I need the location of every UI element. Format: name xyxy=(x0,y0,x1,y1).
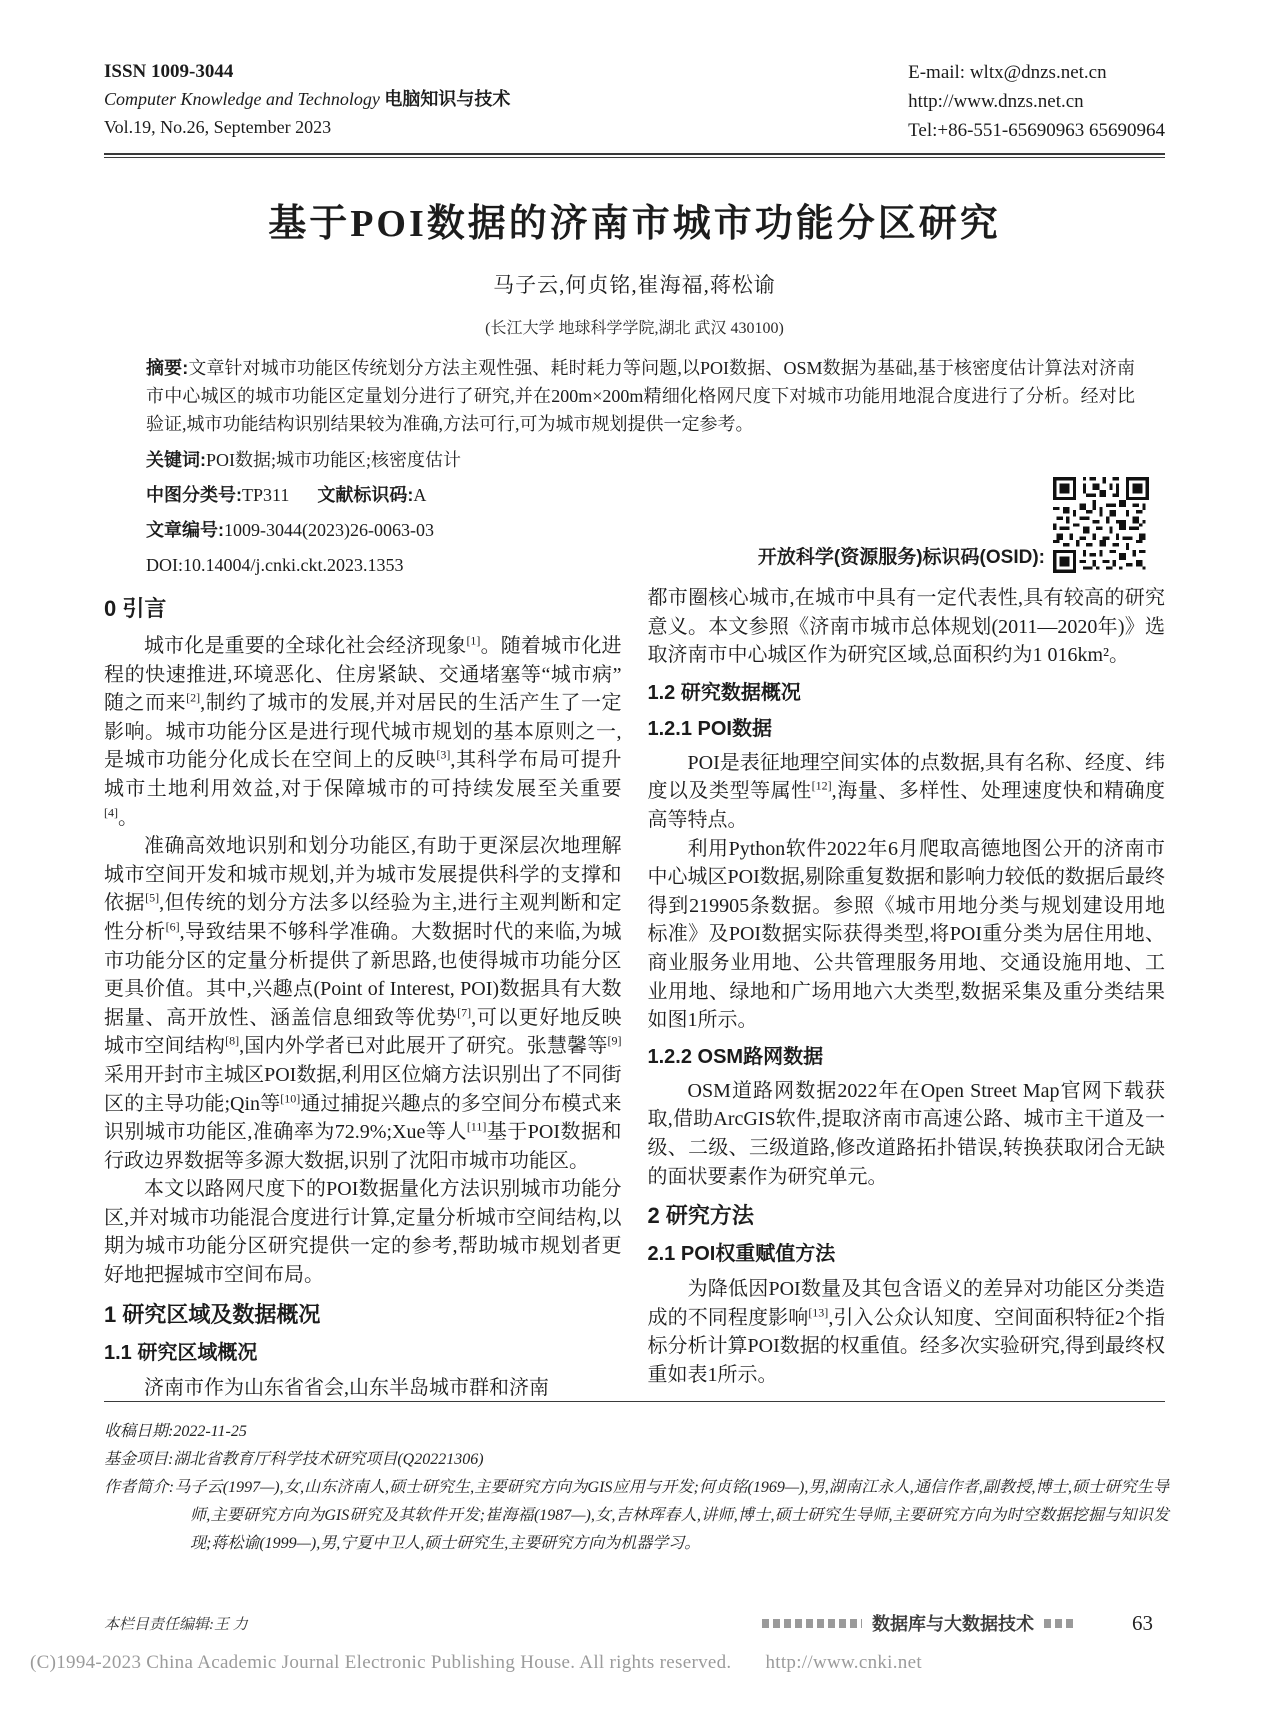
area-paragraph-continued: 都市圈核心城市,在城市中具有一定代表性,具有较高的研究意义。本文参照《济南市城市总体规划(2011—2020年)》选取济南市中心城区作为研究区域,总面积约为1 016km²。 xyxy=(647,587,1165,667)
copyright-url: http://www.cnki.net xyxy=(765,1652,922,1673)
received-date-line xyxy=(104,1418,1169,1446)
body-columns xyxy=(0,578,1269,1404)
osm-paragraph: OSM道路网数据2022年在Open Street Map官网下载获取,借助ArcGIS软件,提取济南市高速公路、城市主干道及一级、二级、三级道路,修改道路拓扑错误,转换获取闭合无缺的面状要素作为研究单元。 xyxy=(647,1079,1165,1188)
meta-section xyxy=(0,338,1269,578)
journal-name-en: Computer Knowledge and Technology xyxy=(104,89,385,109)
article-no-value: 1009-3044(2023)26-0063-03 xyxy=(224,520,434,540)
clc-line xyxy=(146,482,434,508)
poi-paragraph-2: 利用Python软件2022年6月爬取高德地图公开的济南市中心城区POI数据,剔除重复数据和影响力较低的数据后最终得到219905条数据。参照《城市用地分类与规划建设用地标准》及POI数据实际获得类型,将POI重分类为居住用地、商业服务业用地、公共管理服务用地、交通设施用地、工业用地、绿地和广场用地六大类型,数据采集及重分类结果如图1所示。 xyxy=(647,837,1165,1032)
heading-2-1-poi-weight: 2.1 POI权重赋值方法 xyxy=(647,1243,836,1266)
intro-paragraph-1: 城市化是重要的全球化社会经济现象[1]。随着城市化进程的快速推进,环境恶化、住房紧缺、交通堵塞等“城市病”随之而来[2],制约了城市的发展,并对居民的生活产生了一定影响。城市功能分区是进行现代城市规划的基本原则之一,是城市功能分化成长在空间上的反映[3],其科学布局可提升城市土地利用效益,对于保障城市的可持续发展至关重要[4]。 xyxy=(104,633,622,829)
heading-1-study-area: 1 研究区域及数据概况 xyxy=(104,1301,321,1327)
doc-code-label: 文献标识码: xyxy=(317,485,414,505)
author-bio-value: 马子云(1997—),女,山东济南人,硕士研究生,主要研究方向为GIS应用与开发;何贞铭(1969—),男,湖南江永人,通信作者,副教授,博士,硕士研究生导师,主要研究方向为GIS研究及其软件开发;崔海福(1987—),女,吉林珲春人,讲师,博士,硕士研究生导师,主要研究方向为时空数据挖掘与知识发现;蒋松谕(1999—),男,宁夏中卫人,硕士研究生,主要研究方向为机器学习。 xyxy=(174,1479,1169,1552)
journal-header-right xyxy=(908,58,1165,145)
received-date-label: 收稿日期: xyxy=(104,1423,174,1440)
heading-1-2-1-poi-data: 1.2.1 POI数据 xyxy=(647,717,772,740)
left-column xyxy=(104,584,622,1404)
page-number: 63 xyxy=(1132,1610,1153,1635)
dash-bar-icon xyxy=(762,1619,862,1628)
journal-name-cn: 电脑知识与技术 xyxy=(384,89,511,109)
copyright-text: (C)1994-2023 China Academic Journal Electronic Publishing House. All rights reserved. xyxy=(30,1652,732,1673)
doi-line: DOI:10.14004/j.cnki.ckt.2023.1353 xyxy=(146,555,404,575)
heading-1-2-data-overview: 1.2 研究数据概况 xyxy=(647,681,801,704)
bottom-bar xyxy=(104,1608,1169,1638)
abstract-label: 摘要: xyxy=(146,358,189,378)
keywords-label: 关键词: xyxy=(146,450,206,470)
area-paragraph: 济南市作为山东省省会,山东半岛城市群和济南 xyxy=(144,1376,549,1399)
heading-2-methods: 2 研究方法 xyxy=(647,1203,754,1229)
section-label: 数据库与大数据技术 xyxy=(872,1614,1034,1634)
dash-bar-short-icon xyxy=(1044,1619,1074,1628)
journal-header xyxy=(0,0,1269,145)
journal-header-left xyxy=(104,58,510,141)
intro-paragraph-3: 本文以路网尺度下的POI数据量化方法识别城市功能分区,并对城市功能混合度进行计算,定量分析城市空间结构,以期为城市功能分区研究提供一定的参考,帮助城市规划者更好地把握城市空间布局。 xyxy=(104,1178,622,1287)
article-no-label: 文章编号: xyxy=(146,520,224,540)
osid-qr-code xyxy=(1053,477,1149,573)
right-column xyxy=(648,584,1166,1404)
osid-block xyxy=(758,477,1149,573)
fund-value: 湖北省教育厅科学技术研究项目(Q20221306) xyxy=(173,1451,484,1468)
abstract-paragraph xyxy=(146,354,1135,438)
meta-row xyxy=(146,473,1135,578)
keywords-line xyxy=(146,447,1135,473)
weight-paragraph: 为降低因POI数量及其包含语义的差异对功能区分类造成的不同程度影响[13],引入公众认知度、空间面积特征2个指标分析计算POI数据的权重值。经多次实验研究,得到最终权重如表1所示。 xyxy=(647,1278,1166,1386)
fund-line xyxy=(104,1446,1169,1474)
heading-1-2-2-osm-data: 1.2.2 OSM路网数据 xyxy=(647,1045,824,1068)
affiliation-line: (长江大学 地球科学学院,湖北 武汉 430100) xyxy=(485,320,784,337)
website-line: http://www.dnzs.net.cn xyxy=(908,91,1084,112)
volume-line: Vol.19, No.26, September 2023 xyxy=(104,117,332,137)
page-title: 基于POI数据的济南市城市功能分区研究 xyxy=(268,203,1001,245)
poi-paragraph-1: POI是表征地理空间实体的点数据,具有名称、经度、纬度以及类型等属性[12],海量、多样性、处理速度快和精确度高等特点。 xyxy=(647,751,1166,831)
clc-label: 中图分类号: xyxy=(146,485,242,505)
fund-label: 基金项目: xyxy=(104,1451,174,1468)
footnote-divider xyxy=(104,1401,1165,1402)
osid-label: 开放科学(资源服务)标识码(OSID): xyxy=(757,547,1045,568)
received-date-value: 2022-11-25 xyxy=(173,1423,247,1440)
heading-1-1-area-overview: 1.1 研究区域概况 xyxy=(104,1341,258,1364)
journal-name xyxy=(104,85,510,113)
copyright-line xyxy=(30,1652,922,1674)
tel-line: Tel:+86-551-65690963 65690964 xyxy=(908,120,1165,141)
meta-row-left xyxy=(146,473,434,578)
keywords-text: POI数据;城市功能区;核密度估计 xyxy=(206,450,462,470)
intro-paragraph-2: 准确高效地识别和划分功能区,有助于更深层次地理解城市空间开发和城市规划,并为城市发展提供科学的支撑和依据[5],但传统的划分方法多以经验为主,进行主观判断和定性分析[6],导致结果不够科学准确。大数据时代的来临,为城市功能分区的定量分析提供了新思路,也使得城市功能分区更具价值。其中,兴趣点(Point of Interest, POI)数据具有大数据量、高开放性、涵盖信息细致等优势[7],可以更好地反映城市空间结构[8],国内外学者已对此展开了研究。张慧馨等[9]采用开封市主城区POI数据,利用区位熵方法识别出了不同街区的主导功能;Qin等[10]通过捕捉兴趣点的多空间分布模式来识别城市功能区,准确率为72.9%;Xue等人[11]基于POI数据和行政边界数据等多源大数据,识别了沈阳市城市功能区。 xyxy=(104,835,622,1172)
header-divider xyxy=(104,153,1165,158)
doc-code-value: A xyxy=(413,485,427,505)
author-bio-label: 作者简介: xyxy=(104,1479,175,1496)
author-bio-line xyxy=(104,1474,1169,1558)
abstract-text: 文章针对城市功能区传统划分方法主观性强、耗时耗力等问题,以POI数据、OSM数据为基础,基于核密度估计算法对济南市中心城区的城市功能区定量划分进行了研究,并在200m×200m精细化格网尺度下对城市功能用地混合度进行了分析。经对比验证,城市功能结构识别结果较为准确,方法可行,可为城市规划提供一定参考。 xyxy=(146,358,1135,434)
column-editor-line: 本栏目责任编辑:王 力 xyxy=(104,1616,248,1633)
footnote-block xyxy=(104,1418,1169,1558)
clc-value: TP311 xyxy=(242,485,290,505)
issn-line: ISSN 1009-3044 xyxy=(104,61,234,82)
article-no-line xyxy=(146,517,434,543)
authors-line: 马子云,何贞铭,崔海福,蒋松谕 xyxy=(493,273,776,297)
heading-0-intro: 0 引言 xyxy=(104,596,167,621)
section-banner xyxy=(762,1610,1169,1636)
email-line: E-mail: wltx@dnzs.net.cn xyxy=(908,62,1107,83)
